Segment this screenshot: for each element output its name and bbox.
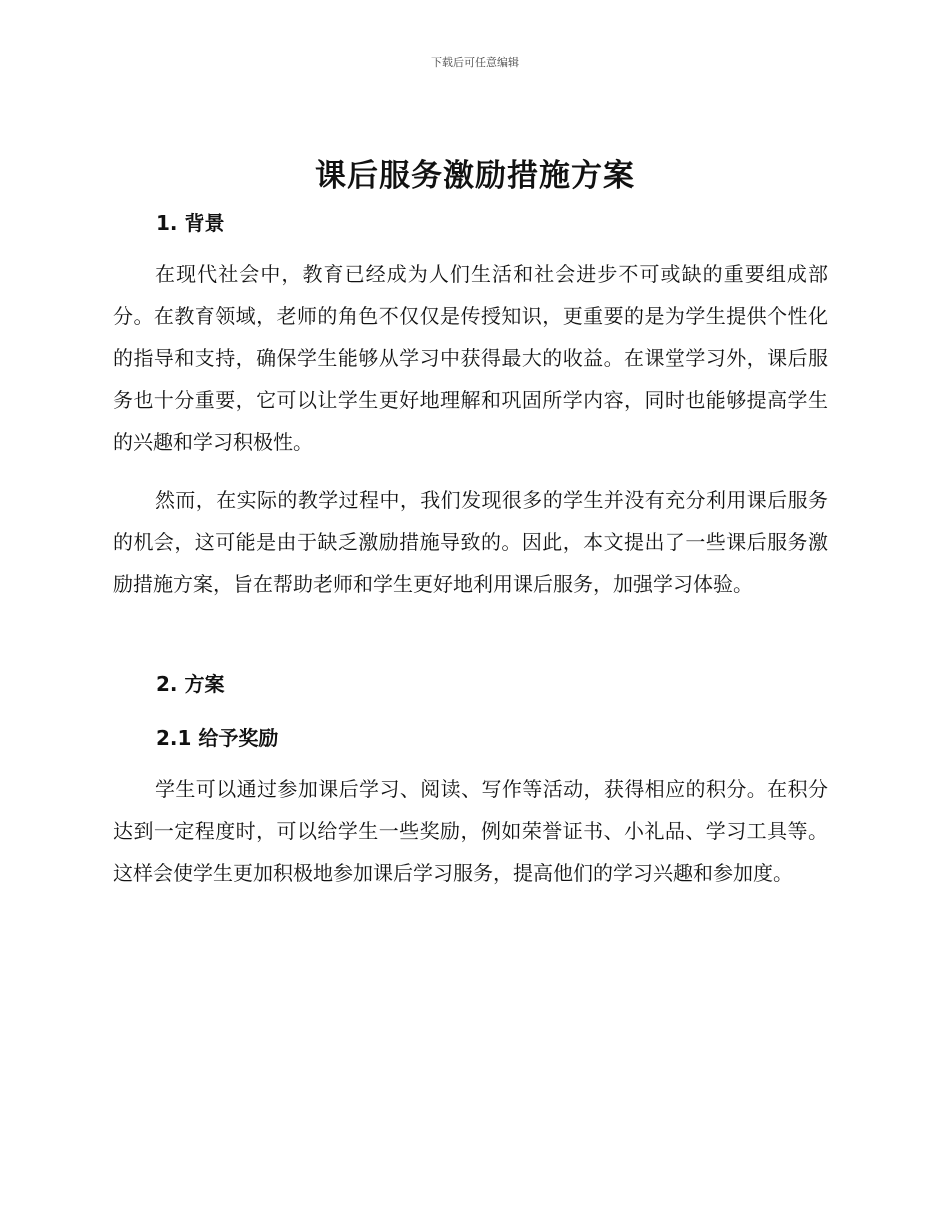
section-heading-background: 1. 背景 — [156, 211, 225, 235]
reward-paragraph-1: 学生可以通过参加课后学习、阅读、写作等活动，获得相应的积分。在积分达到一定程度时，可以给学生一些奖励，例如荣誉证书、小礼品、学习工具等。这样会使学生更加积极地参加课后学习服务，提高他们的学习兴趣和参加度。 — [113, 777, 828, 885]
section-heading-plan: 2. 方案 — [156, 672, 225, 696]
background-paragraph-2: 然而，在实际的教学过程中，我们发现很多的学生并没有充分利用课后服务的机会，这可能是由于缺乏激励措施导致的。因此，本文提出了一些课后服务激励措施方案，旨在帮助老师和学生更好地利用课后服务，加强学习体验。 — [113, 488, 828, 596]
background-paragraph-1: 在现代社会中，教育已经成为人们生活和社会进步不可或缺的重要组成部分。在教育领域，老师的角色不仅仅是传授知识，更重要的是为学生提供个性化的指导和支持，确保学生能够从学习中获得最大的收益。在课堂学习外，课后服务也十分重要，它可以让学生更好地理解和巩固所学内容，同时也能够提高学生的兴趣和学习积极性。 — [113, 262, 828, 454]
subsection-heading-reward: 2.1 给予奖励 — [156, 726, 279, 750]
document-title: 课后服务激励措施方案 — [315, 158, 635, 194]
page-header-note: 下载后可任意编辑 — [431, 56, 519, 69]
